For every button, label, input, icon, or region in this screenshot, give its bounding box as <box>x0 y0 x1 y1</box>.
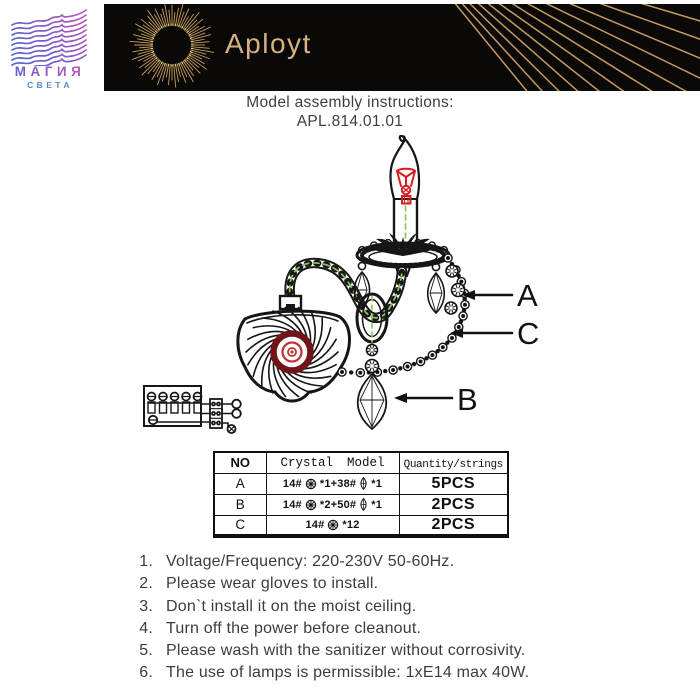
list-item: 6. The use of lamps is permissible: 1xE14 max 40W. <box>139 664 530 682</box>
arrow-c <box>450 328 512 338</box>
label-a: A <box>517 278 538 313</box>
list-item: 5. Please wash with the sanitizer without corrosivity. <box>139 642 526 660</box>
table-row: C 14# *12 2PCS <box>214 515 508 536</box>
teardrop-crystal-right <box>428 263 445 313</box>
sconce-assembly-drawing <box>120 135 560 445</box>
brand-name: Aployt <box>225 28 312 59</box>
arrow-b <box>394 393 452 403</box>
teardrop-crystal-icon <box>359 477 368 490</box>
octagon-bead-icon <box>305 478 317 490</box>
wave-mountain-icon <box>6 6 94 66</box>
magia-sveta-logo <box>3 6 97 94</box>
table-row: A 14# *1+38# *1 5PCS <box>214 473 508 494</box>
col-quantity: Quantity/strings <box>403 458 503 471</box>
crystal-spec-table <box>213 451 509 538</box>
arrow-a <box>462 290 512 300</box>
list-item: 2. Please wear gloves to install. <box>139 575 379 593</box>
col-crystal: Crystal <box>280 455 334 470</box>
list-item: 4. Turn off the power before cleanout. <box>139 619 422 637</box>
col-no: NO <box>230 454 250 470</box>
brand-banner <box>104 4 700 91</box>
teardrop-crystal-b <box>358 374 387 429</box>
table-header-row <box>214 452 508 473</box>
table-row: B 14# *2+50# *1 2PCS <box>214 494 508 515</box>
col-model: Model <box>346 455 385 470</box>
teardrop-crystal-icon <box>359 498 368 511</box>
banner-art <box>104 4 700 91</box>
label-c: C <box>517 316 540 351</box>
octagon-bead-icon <box>327 519 339 531</box>
instruction-list <box>135 551 615 685</box>
sunburst-icon <box>130 4 214 87</box>
list-item: 1. Voltage/Frequency: 220-230V 50-60Hz. <box>139 553 455 570</box>
logo-subtitle: СВЕТА <box>27 80 73 90</box>
title-block <box>0 94 700 131</box>
list-item: 3. Don`t install it on the moist ceiling. <box>139 597 417 615</box>
label-b: B <box>457 382 478 417</box>
candle-tube <box>394 199 417 247</box>
logo-title: МАГИЯ <box>3 64 97 79</box>
rays-decoration <box>449 4 700 91</box>
model-number: APL.814.01.01 <box>296 113 404 130</box>
terminal-block-diagram <box>144 386 241 433</box>
wall-plate <box>238 296 350 401</box>
octagon-bead-icon <box>305 499 317 511</box>
page-title: Model assembly instructions: <box>246 94 454 111</box>
